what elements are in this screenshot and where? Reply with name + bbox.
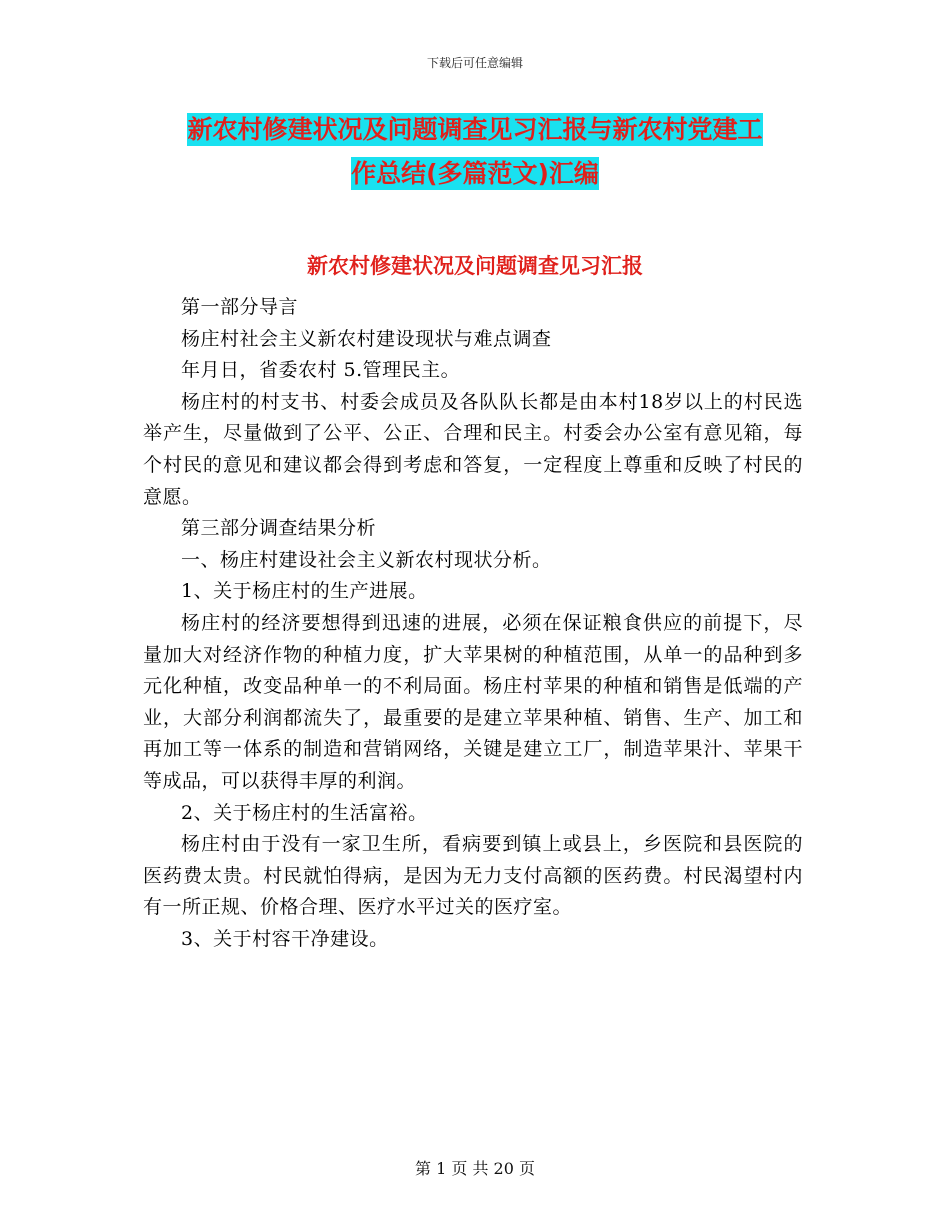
- paragraph: 一、杨庄村建设社会主义新农村现状分析。: [181, 548, 552, 571]
- paragraph: 杨庄村的经济要想得到迅速的进展，必须在保证粮食供应的前提下，尽量加大对经济作物的种植力度，扩大苹果树的种植范围，从单一的品种到多元化种植，改变品种单一的不利局面。杨庄村苹果的种植和销售是低端的产业，大部分利润都流失了，最重要的是建立苹果种植、销售、生产、加工和再加工等一体系的制造和营销网络，关键是建立工厂，制造苹果汁、苹果干等成品，可以获得丰厚的利润。: [143, 611, 803, 792]
- main-title-line-2: 作总结(多篇范文)汇编: [351, 159, 599, 188]
- paragraph: 年月日，省委农村 5.管理民主。: [181, 359, 461, 382]
- section-title: 新农村修建状况及问题调查见习汇报: [307, 254, 643, 278]
- paragraph: 杨庄村的村支书、村委会成员及各队队长都是由本村18岁以上的村民选举产生，尽量做到了公平、公正、合理和民主。村委会办公室有意见箱，每个村民的意见和建议都会得到考虑和答复，一定程度上尊重和反映了村民的意愿。: [143, 390, 803, 508]
- document-main-title: [140, 108, 810, 196]
- paragraph: 2、关于杨庄村的生活富裕。: [181, 801, 428, 824]
- paragraph: 杨庄村社会主义新农村建设现状与难点调查: [181, 327, 552, 350]
- main-title-line-1: 新农村修建状况及问题调查见习汇报与新农村党建工: [187, 115, 763, 144]
- paragraph: 杨庄村由于没有一家卫生所，看病要到镇上或县上，乡医院和县医院的医药费太贵。村民就怕得病，是因为无力支付高额的医药费。村民渴望村内有一所正规、价格合理、医疗水平过关的医疗室。: [143, 833, 803, 919]
- paragraph: 第三部分调查结果分析: [181, 517, 377, 540]
- page-footer: 第 1 页 共 20 页: [415, 1159, 535, 1178]
- paragraph: 3、关于村容干净建设。: [181, 927, 389, 950]
- paragraph: 1、关于杨庄村的生产进展。: [181, 580, 428, 603]
- paragraph: 第一部分导言: [181, 296, 299, 318]
- header-note: 下载后可任意编辑: [426, 56, 523, 70]
- document-body: [143, 292, 803, 955]
